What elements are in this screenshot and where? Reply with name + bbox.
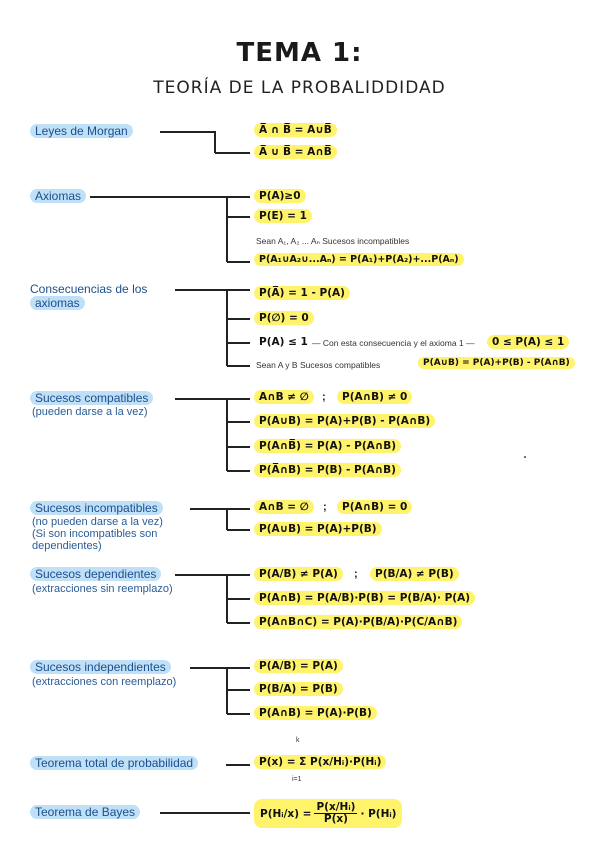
connector	[190, 667, 250, 669]
formula-indep-1: P(A/B) = P(A)	[254, 659, 343, 673]
topic-consecuencias: Consecuencias de los axiomas	[30, 282, 148, 310]
page-subtitle: TEORÍA DE LA PROBALIDDIDAD	[153, 78, 446, 98]
connector	[226, 398, 228, 471]
sub-independientes: (extracciones con reemplazo)	[32, 676, 177, 688]
topic-axiomas: Axiomas	[30, 189, 86, 203]
connector	[227, 529, 250, 531]
connector	[227, 689, 250, 691]
formula-dep-2: P(B/A) ≠ P(B)	[370, 567, 459, 581]
connector	[227, 261, 250, 263]
topic-teorema-total: Teorema total de probabilidad	[30, 756, 198, 770]
formula-indep-2: P(B/A) = P(B)	[254, 682, 343, 696]
sub-incompatibles: (no pueden darse a la vez) (Si son incompatibles son dependientes)	[32, 516, 163, 552]
connector	[227, 713, 250, 715]
formula-cons-1: P(A̅) = 1 - P(A)	[254, 286, 350, 300]
formula-indep-3: P(A∩B) = P(A)·P(B)	[254, 706, 377, 720]
topic-morgan: Leyes de Morgan	[30, 124, 133, 138]
connector	[175, 574, 250, 576]
connector	[227, 622, 250, 624]
connector	[175, 398, 250, 400]
sub-dependientes: (extracciones sin reemplazo)	[32, 583, 173, 595]
connector	[227, 318, 250, 320]
connector	[227, 365, 250, 367]
formula-dep-4: P(A∩B∩C) = P(A)·P(B/A)·P(C/A∩B)	[254, 615, 462, 629]
stray-dot	[524, 456, 526, 458]
sum-upper-limit: k	[296, 737, 300, 744]
connector	[227, 446, 250, 448]
connector	[226, 289, 228, 366]
formula-comp-5: P(A̅∩B) = P(B) - P(A∩B)	[254, 463, 401, 477]
separator: ;	[322, 391, 326, 403]
connector	[226, 764, 250, 766]
formula-cons-3: P(A) ≤ 1	[259, 336, 308, 348]
formula-axioma-2: P(E) = 1	[254, 209, 312, 223]
connector	[226, 508, 228, 530]
connector	[227, 421, 250, 423]
formula-dep-3: P(A∩B) = P(A/B)·P(B) = P(B/A)· P(A)	[254, 591, 475, 605]
formula-cons-2: P(∅) = 0	[254, 311, 314, 325]
formula-dep-1: P(A/B) ≠ P(A)	[254, 567, 343, 581]
topic-teorema-bayes: Teorema de Bayes	[30, 805, 140, 819]
connector	[226, 667, 228, 714]
formula-cons-4: 0 ≤ P(A) ≤ 1	[487, 335, 569, 349]
connector	[227, 470, 250, 472]
formula-cons-5: P(A∪B) = P(A)+P(B) - P(A∩B)	[418, 357, 575, 369]
note-consecuencia: — Con esta consecuencia y el axioma 1 —	[312, 338, 475, 348]
connector	[160, 812, 250, 814]
connector	[227, 598, 250, 600]
topic-compatibles: Sucesos compatibles	[30, 391, 153, 405]
topic-dependientes: Sucesos dependientes	[30, 567, 161, 581]
connector	[190, 508, 250, 510]
formula-comp-1: A∩B ≠ ∅	[254, 390, 314, 404]
formula-comp-4: P(A∩B̅) = P(A) - P(A∩B)	[254, 439, 401, 453]
connector	[215, 152, 250, 154]
topic-independientes: Sucesos independientes	[30, 660, 171, 674]
connector	[160, 131, 215, 133]
bayes-numerator: P(x/Hᵢ)	[316, 801, 356, 813]
note-incompatibles: Sean A₁, A₂ ... Aₙ Sucesos incompatibles	[256, 236, 410, 246]
formula-axioma-3: P(A₁∪A₂∪...Aₙ) = P(A₁)+P(A₂)+...P(Aₙ)	[254, 253, 464, 266]
sum-lower-limit: i=1	[292, 776, 302, 783]
formula-morgan-2: A̅ ∪ B̅ = A∩B̅	[254, 145, 337, 159]
bayes-rhs: · P(Hᵢ)	[360, 807, 397, 820]
formula-bayes	[254, 799, 402, 828]
formula-comp-3: P(A∪B) = P(A)+P(B) - P(A∩B)	[254, 414, 435, 428]
connector	[214, 131, 216, 153]
formula-total: P(x) = Σ P(x/Hᵢ)·P(Hᵢ)	[254, 755, 386, 769]
connector	[227, 216, 250, 218]
bayes-lhs: P(Hᵢ/x) =	[260, 807, 312, 820]
connector	[227, 342, 250, 344]
connector	[226, 196, 228, 262]
formula-incomp-1: A∩B = ∅	[254, 500, 314, 514]
separator: ;	[323, 501, 327, 513]
formula-comp-2: P(A∩B) ≠ 0	[337, 390, 412, 404]
formula-axioma-1: P(A)≥0	[254, 189, 306, 203]
separator: ;	[354, 568, 358, 580]
connector	[175, 289, 250, 291]
bayes-denominator: P(x)	[323, 813, 348, 825]
sub-compatibles: (pueden darse a la vez)	[32, 406, 148, 418]
formula-incomp-3: P(A∪B) = P(A)+P(B)	[254, 522, 382, 536]
page-title: TEMA 1:	[236, 38, 363, 68]
topic-incompatibles: Sucesos incompatibles	[30, 501, 163, 515]
formula-morgan-1: A̅ ∩ B̅ = A∪B̅	[254, 123, 337, 137]
formula-incomp-2: P(A∩B) = 0	[337, 500, 412, 514]
bayes-fraction	[314, 802, 357, 825]
note-compatibles: Sean A y B Sucesos compatibles	[256, 360, 381, 370]
